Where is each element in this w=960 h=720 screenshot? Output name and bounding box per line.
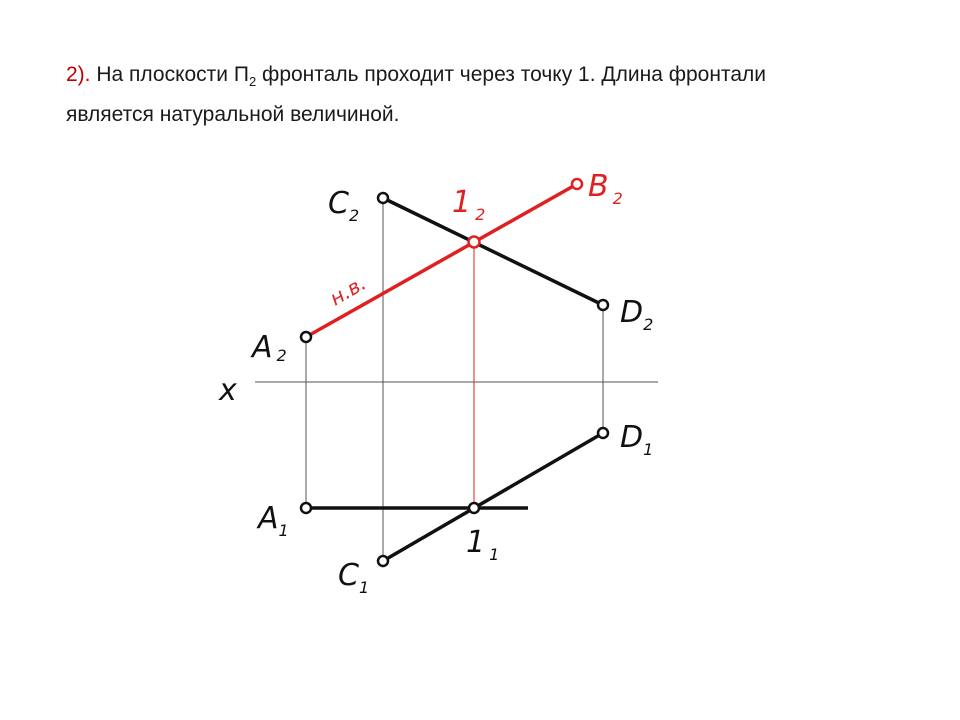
label-1-1: 1 $_1$ bbox=[466, 525, 500, 564]
caption-text-b: фронталь проходит через точку 1. Длина фронтали bbox=[256, 63, 766, 86]
point-A2 bbox=[301, 332, 311, 342]
label-A2: A 2 bbox=[252, 330, 287, 365]
label-1-2: 1 $_2$ bbox=[452, 185, 486, 224]
label-A1: $A_1$ bbox=[258, 501, 289, 540]
label-natural-size: н.в. bbox=[325, 270, 371, 311]
caption-number: 2). bbox=[66, 63, 91, 86]
segment-C2-D2 bbox=[383, 198, 603, 305]
point-C1 bbox=[378, 556, 388, 566]
point-B2 bbox=[572, 179, 582, 189]
label-C2: $C_2$ bbox=[328, 186, 360, 225]
point-1-1 bbox=[469, 503, 479, 513]
label-x: x bbox=[219, 373, 237, 408]
label-B2: B $_2$ bbox=[588, 169, 623, 208]
point-A1 bbox=[301, 503, 311, 513]
point-D2 bbox=[598, 300, 608, 310]
point-D1 bbox=[598, 428, 608, 438]
segment-C1-D1 bbox=[383, 433, 603, 561]
label-D1: $D_1$ bbox=[620, 420, 654, 459]
caption-text-a: На плоскости П bbox=[96, 63, 249, 86]
caption-line-2: является натуральной величиной. bbox=[66, 103, 400, 127]
point-1-2 bbox=[469, 237, 480, 248]
point-C2 bbox=[378, 193, 388, 203]
label-C1: $C_1$ bbox=[338, 558, 370, 597]
label-D2: $D_2$ bbox=[620, 295, 654, 334]
caption-sub: 2 bbox=[248, 74, 257, 90]
